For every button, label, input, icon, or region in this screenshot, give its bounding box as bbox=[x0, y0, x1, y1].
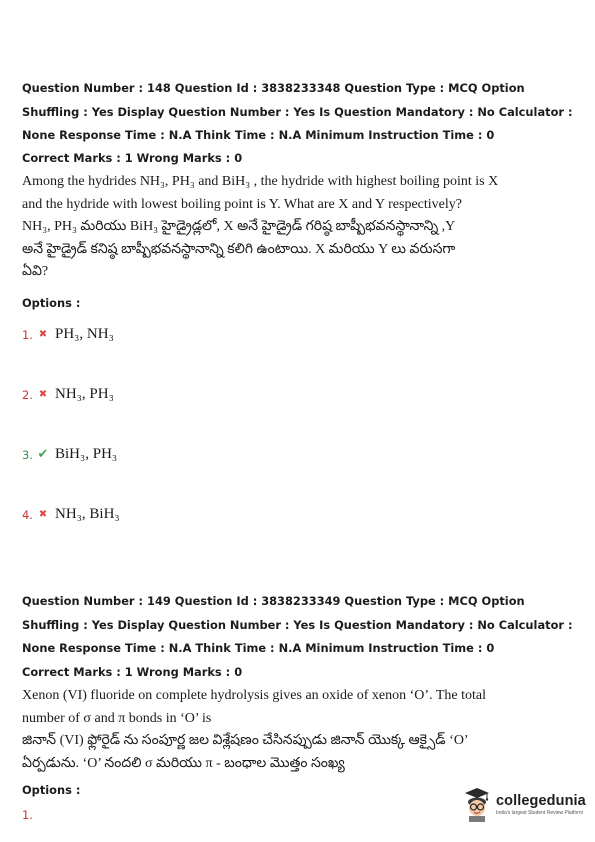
question-148-english-line-2: and the hydride with lowest boiling point is Y. What are X and Y respectively? bbox=[22, 196, 462, 212]
question-149-text bbox=[22, 685, 567, 775]
question-149-metadata: Question Number : 149 Question Id : 3838233349 Question Type : MCQ Option Shuffling : Yes Display Question Number : Yes Is Question Mandatory : No Calculator : None Response Time : N.A Think Time : N.A Minimum Instruction Time : 0 bbox=[22, 594, 573, 655]
question-149-english-line-2: number of σ and π bonds in ‘O’ is bbox=[22, 710, 212, 726]
question-148-english-line-1: Among the hydrides NH₃, PH₃ and BiH₃ , the hydride with highest boiling point is X bbox=[22, 174, 499, 189]
question-149-option-1[interactable] bbox=[22, 808, 37, 822]
question-149-option-1-number: 1. bbox=[22, 808, 33, 822]
option-3-text: BiH₃, PH₃ bbox=[55, 446, 118, 462]
option-2-text: NH₃, PH₃ bbox=[55, 386, 114, 402]
collegedunia-logo bbox=[462, 786, 586, 822]
question-148-telugu-line-2: అనే హైడ్రైడ్ కనిష్ఠ బాష్పీభవనస్థానాన్ని కలిగి ఉంటాయి. X మరియు Y లు వరుసగా bbox=[22, 241, 456, 257]
check-icon: ✔ bbox=[37, 447, 49, 462]
question-148-telugu-line-1: NH₃, PH₃ మరియు BiH₃ హైడ్రైడ్లలో, X అనే హైడ్రైడ్ గరిష్ఠ బాష్పీభవనస్థానాన్ని ,Y bbox=[22, 219, 456, 234]
question-149-options-label: Options : bbox=[22, 783, 81, 797]
logo-name: collegedunia bbox=[496, 792, 586, 809]
option-2-number: 2. bbox=[22, 387, 33, 402]
question-148-telugu-line-3: ఏవి? bbox=[22, 264, 49, 279]
question-149-marks: Correct Marks : 1 Wrong Marks : 0 bbox=[22, 665, 243, 679]
question-148-metadata: Question Number : 148 Question Id : 3838233348 Question Type : MCQ Option Shuffling : Yes Display Question Number : Yes Is Question Mandatory : No Calculator : None Response Time : N.A Think Time : N.A Minimum Instruction Time : 0 bbox=[22, 81, 573, 142]
option-1-number: 1. bbox=[22, 327, 33, 342]
option-1[interactable] bbox=[22, 326, 114, 343]
cross-icon: ✖ bbox=[38, 389, 48, 400]
question-148-marks: Correct Marks : 1 Wrong Marks : 0 bbox=[22, 151, 243, 165]
cross-icon: ✖ bbox=[38, 329, 48, 340]
question-148-options-label: Options : bbox=[22, 296, 81, 310]
option-2[interactable] bbox=[22, 386, 114, 403]
option-1-text: PH₃, NH₃ bbox=[55, 326, 114, 342]
question-149-telugu-line-2: ఏర్పడును. ‘O’ నందలి σ మరియు π - బంధాల మొత్తం సంఖ్య bbox=[22, 755, 345, 771]
option-4-number: 4. bbox=[22, 507, 33, 522]
question-149-telugu-line-1: జినాన్ (VI) ఫ్లోరైడ్ ను సంపూర్ణ జల విశ్లేషణం చేసినప్పుడు జినాన్ యొక్క ఆక్సైడ్ ‘O’ bbox=[22, 733, 469, 748]
option-3[interactable] bbox=[22, 446, 117, 463]
cross-icon: ✖ bbox=[38, 509, 48, 520]
option-3-number: 3. bbox=[22, 447, 33, 462]
option-4-text: NH₃, BiH₃ bbox=[55, 506, 120, 522]
logo-tagline: India's largest Student Review Platform bbox=[496, 809, 584, 816]
mascot-icon bbox=[462, 786, 492, 822]
question-148-text bbox=[22, 171, 567, 284]
option-4[interactable] bbox=[22, 506, 120, 523]
question-149-english-line-1: Xenon (VI) fluoride on complete hydrolysis gives an oxide of xenon ‘O’. The total bbox=[22, 688, 486, 703]
